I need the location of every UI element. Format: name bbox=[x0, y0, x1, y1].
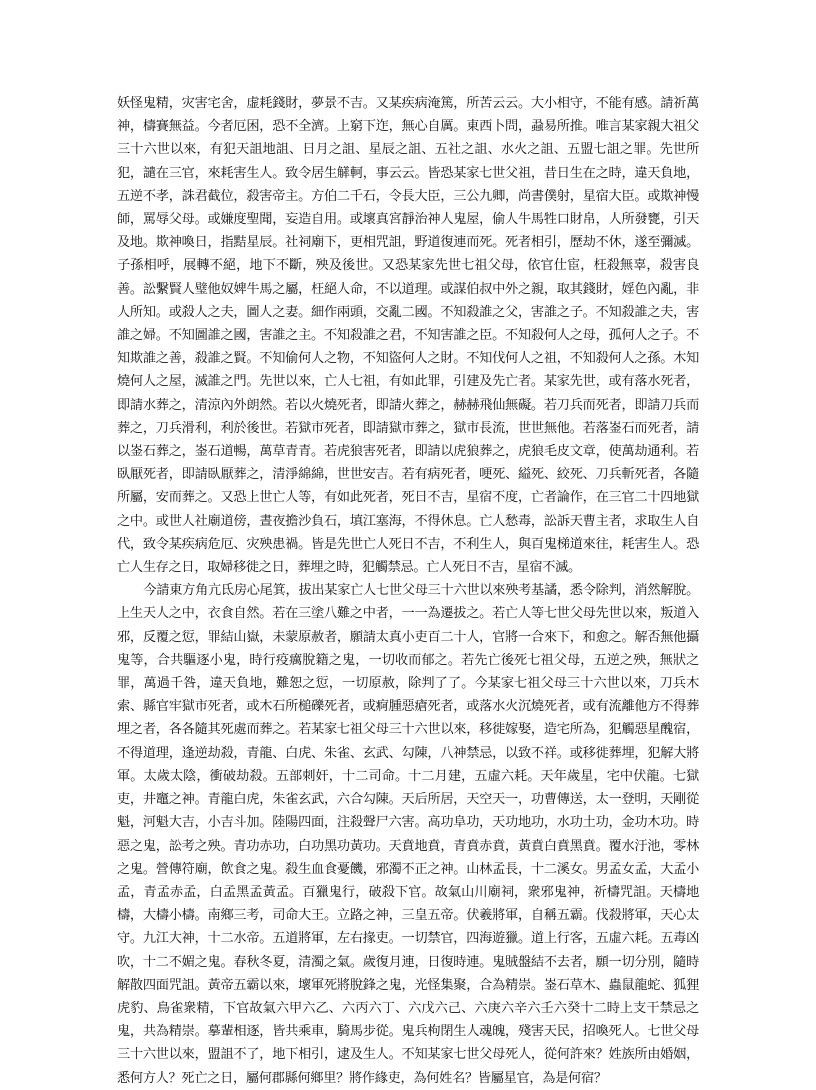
paragraph-1: 妖怪鬼精，灾害宅舍，虚耗錢財，夢景不吉。又某疾病淹篤，所苦云云。大小相守，不能有感。請祈萬神，檮賽無益。今者厄困，恐不全濟。上窮下迮，無心自厲。東西卜問，蝨易所推。唯言某家親大祖父三十六世以來，有犯天詛地詛、日月之詛、星辰之詛、五社之詛、水火之詛、五盟七詛之罪。先世所犯，譴在三官，來耗害生人。致令居生觲軻，事云云。皆恐某家七世父祖，昔日生在之時，違天負地，五逆不孝，誅君截位，殺害帝主。方伯二千石，令長大臣，三公九卿，尚書僕射，星宿大臣。或欺神慢師，罵辱父母。或嫌度聖聞，妄造自用。或壞真宮靜治神人鬼屋，偷人牛馬牲口財帛，人所發甕，引天及地。欺神喚日，指黠星辰。社祠廟下，更相咒詛，野道復連而死。死者相引，歷劫不休，遂至彌滅。子孫相呼，展轉不絕，地下不斷，殃及後世。又恐某家先世七祖父母，依官仕宦，枉殺無辜，殺害良善。訟繫賢人璧他奴婢牛馬之屬，枉絕人命，不以道理。或謀伯叔中外之親，取其錢財，婬色內亂，非人所知。或殺人之夫，圖人之妻。細作兩頭，交亂二國。不知殺誰之父，害誰之子。不知殺誰之夫，害誰之婦。不知圖誰之國，害誰之主。不知殺誰之君，不知害誰之臣。不知殺何人之母，孤何人之子。不知欺誰之善，殺誰之賢。不知偷何人之物，不知盜何人之財。不知伐何人之祖，不知殺何人之孫。木知燒何人之屋，滅誰之門。先世以來，亡人七祖，有如此罪，引建及先亡者。某家先世，或有落水死者，即請水葬之，清涼內外朗然。若以火燒死者，即請火葬之，赫赫飛仙無礙。若刀兵而死者，即請刀兵而葬之，刀兵滑利，利於後世。若獄市死者，即請獄市葬之，獄市長流，世世無他。若落崟石而死者，請以崟石葬之，崟石道暢，萬草青青。若虎狼害死者，即請以虎狼葬之，虎狼毛皮文章，使萬劫通利。若臥厭死者，即請臥厭葬之，清淨綿綿，世世安吉。若有病死者，哽死、縊死、絞死、刀兵斬死者，各隨所屬，安而葬之。又恐上世亡人等，有如此死者，死日不吉，星宿不度，亡者論作，在三官二十四地獄之中。或世人社廟道傍，晝夜擔沙負石，填江塞海，不得休息。亡人愁毒，訟訴天曹主者，求取生人自代，致令某疾病危厄、灾殃患禍。皆是先世亡人死日不吉，不利生人，與百鬼梯道來往，耗害生人。恐亡人生存之日，取婦移徙之日，葬埋之時，犯觸禁忌。亡人死日不吉，星宿不滅。 bbox=[117, 96, 699, 576]
paragraph-2: 今請東方角亢氐房心尾箕，拔出某家亡人七世父母三十六世以來殃考基譎，悉令除判，消然解脫。上生天人之中，衣食自然。若在三塗八難之中者，一一為遷拔之。若亡人等七世父母先世以來，叛道入邪，反覆之愆，罪結山嶽，未蒙原赦者，願請太真小吏百二十人，官將一合來下，和愈之。解否無他攝鬼等，合共驅逐小鬼，時行疫癘脫籍之鬼，一切收而郁之。若先亡後死七祖父母，五逆之殃，無狀之罪，萬過千咎，違天負地，難恕之愆，一切原赦，除判了了。今某家七祖父母三十六世以來，刀兵木索、縣官牢獄市死者，或木石所槌礫死者，或痾腫惡瘡死者，或落水火沉燒死者，或有流離他方不得葬埋之者，各各隨其死處而葬之。若某家七祖父母三十六世以來，移徙嫁娶，造宅所為，犯觸惡星醜宿，不得道理，逢逆劫殺，青龍、白虎、朱雀、玄武、勾陳，八神禁忌，以致不祥。或移徙葬埋，犯解大將軍。太歲太陰，衝破劫殺。五部刺奸，十二司命。十二月建，五虛六耗。天年歲星，宅中伏龍。七獄吏，井竈之神。青龍白虎，朱雀玄武，六合勾陳。天后所居，天空天一，功曹傳送，太一登明，天剛從魁，河魁大吉，小吉斗加。陸陽四面，注殺聲尸六害。高功阜功，天功地功，水功土功，金功木功。時惡之鬼，訟考之殃。青功赤功，白功黑功黃功。天賁地賁，青賁赤賁，黃賁白賁黑賁。覆水汙池，零林之鬼。營傳符廟，飲食之鬼。殺生血食憂饑，邪濁不正之神。山林孟長，十二溪女。男孟女孟，大孟小孟，青孟赤孟，白孟黑孟黃孟。百獵鬼行，破殺下官。故氣山川廟祠，衆邪鬼神，祈檮咒詛。天檮地檮，大檮小檮。南鄉三考，司命大王。立路之神，三皇五帝。伏羲將軍，自稱五霸。伐殺將軍，天心太守。九江大神，十二水帝。五道將軍，左右掾吏。一切禁官，四海遊獵。道上行客，五虛六耗。五毒凶吹，十二不媚之鬼。春秋冬夏，清濁之氣。歲復月連，日復時連。鬼賊盤結不去者，願一切分別，隨時解散四面咒詛。黃帝五霸以來，壞軍死將脫鋒之鬼，光怪集聚，合為精崇。崟石草木、蟲鼠龍蛇、狐狸虎豹、鳥雀衆精，下官故氣六甲六乙、六丙六丁、六戊六己、六庚六辛六壬六癸十二時上支干禁忌之鬼，共為精崇。摹輩相逐，皆共乘車，騎馬步從。鬼兵枸閉生人魂魄，殘害天民，招喚死人。七世父母三十六世以來，盟詛不了，地下相引，逮及生人。不知某家七世父母死人，從何許來？姓族所由婚姻，悉何方人？死亡之日，屬何郡縣何鄉里？將作緣吏，為何姓名？皆屬星官，為是何宿？ bbox=[117, 583, 699, 1086]
document-page bbox=[117, 92, 699, 1090]
